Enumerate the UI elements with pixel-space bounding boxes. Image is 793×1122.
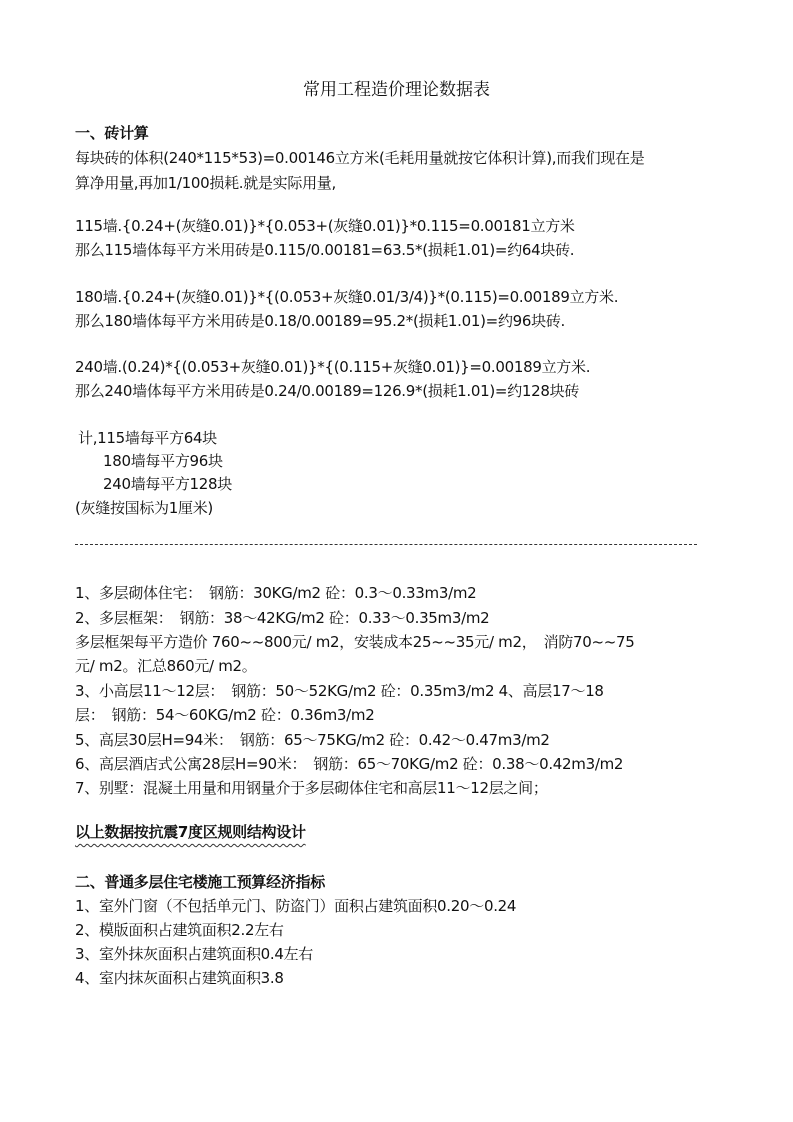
text-line: 那么240墙体每平方米用砖是0.24/0.00189=126.9*(损耗1.01)=约128块砖: [75, 382, 580, 400]
divider: [75, 544, 697, 545]
text-line: 180墙.{0.24+(灰缝0.01)}*{(0.053+灰缝0.01/3/4)}*(0.115)=0.00189立方米.: [75, 288, 619, 306]
indicator-line: 多层框架每平方造价 760~~800元/ m2，安装成本25~~35元/ m2， 消防70~~75: [75, 633, 635, 651]
text-line: 4、室内抹灰面积占建筑面积3.8: [75, 969, 284, 987]
indicator-line: 6、高层酒店式公寓28层H=90米： 钢筋：65～70KG/m2 砼：0.38～0.42m3/m2: [75, 755, 624, 773]
text-line: 2、模版面积占建筑面积2.2左右: [75, 921, 284, 939]
section2-heading: 二、普通多层住宅楼施工预算经济指标: [75, 873, 325, 891]
text-line: 每块砖的体积(240*115*53)=0.00146立方米(毛耗用量就按它体积计算),而我们现在是: [75, 149, 645, 167]
text-line: 3、室外抹灰面积占建筑面积0.4左右: [75, 945, 314, 963]
indicator-line: 层： 钢筋：54～60KG/m2 砼：0.36m3/m2: [75, 706, 375, 724]
summary-note: (灰缝按国标为1厘米): [75, 499, 213, 517]
text-line: 那么115墙体每平方米用砖是0.115/0.00181=63.5*(损耗1.01)=约64块砖.: [75, 241, 575, 259]
indicator-line: 3、小高层11～12层： 钢筋：50～52KG/m2 砼：0.35m3/m2 4、高层17～18: [75, 682, 604, 700]
summary-line: 240墙每平方128块: [103, 475, 232, 493]
section1-heading: 一、砖计算: [75, 124, 149, 142]
text-line: 115墙.{0.24+(灰缝0.01)}*{0.053+(灰缝0.01)}*0.115=0.00181立方米: [75, 217, 575, 235]
summary-line: 180墙每平方96块: [103, 452, 223, 470]
summary-line: 计,115墙每平方64块: [78, 429, 217, 447]
text-line: 1、室外门窗（不包括单元门、防盗门）面积占建筑面积0.20～0.24: [75, 897, 517, 915]
indicator-line: 7、别墅：混凝土用量和用钢量介于多层砌体住宅和高层11～12层之间；: [75, 779, 548, 797]
text-line: 算净用量,再加1/100损耗.就是实际用量,: [75, 174, 336, 192]
text-line: 那么180墙体每平方米用砖是0.18/0.00189=95.2*(损耗1.01)=约96块砖.: [75, 312, 566, 330]
indicator-line: 2、多层框架： 钢筋：38～42KG/m2 砼：0.33～0.35m3/m2: [75, 609, 490, 627]
indicator-line: 1、多层砌体住宅： 钢筋：30KG/m2 砼：0.3～0.33m3/m2: [75, 584, 477, 602]
indicator-line: 5、高层30层H=94米： 钢筋：65～75KG/m2 砼：0.42～0.47m3/m2: [75, 731, 550, 749]
document-title: 常用工程造价理论数据表: [303, 80, 490, 100]
indicator-line: 元/ m2。汇总860元/ m2。: [75, 657, 257, 675]
text-line: 240墙.(0.24)*{(0.053+灰缝0.01)}*{(0.115+灰缝0.01)}=0.00189立方米.: [75, 358, 591, 376]
design-note: 以上数据按抗震7度区规则结构设计: [75, 823, 306, 841]
